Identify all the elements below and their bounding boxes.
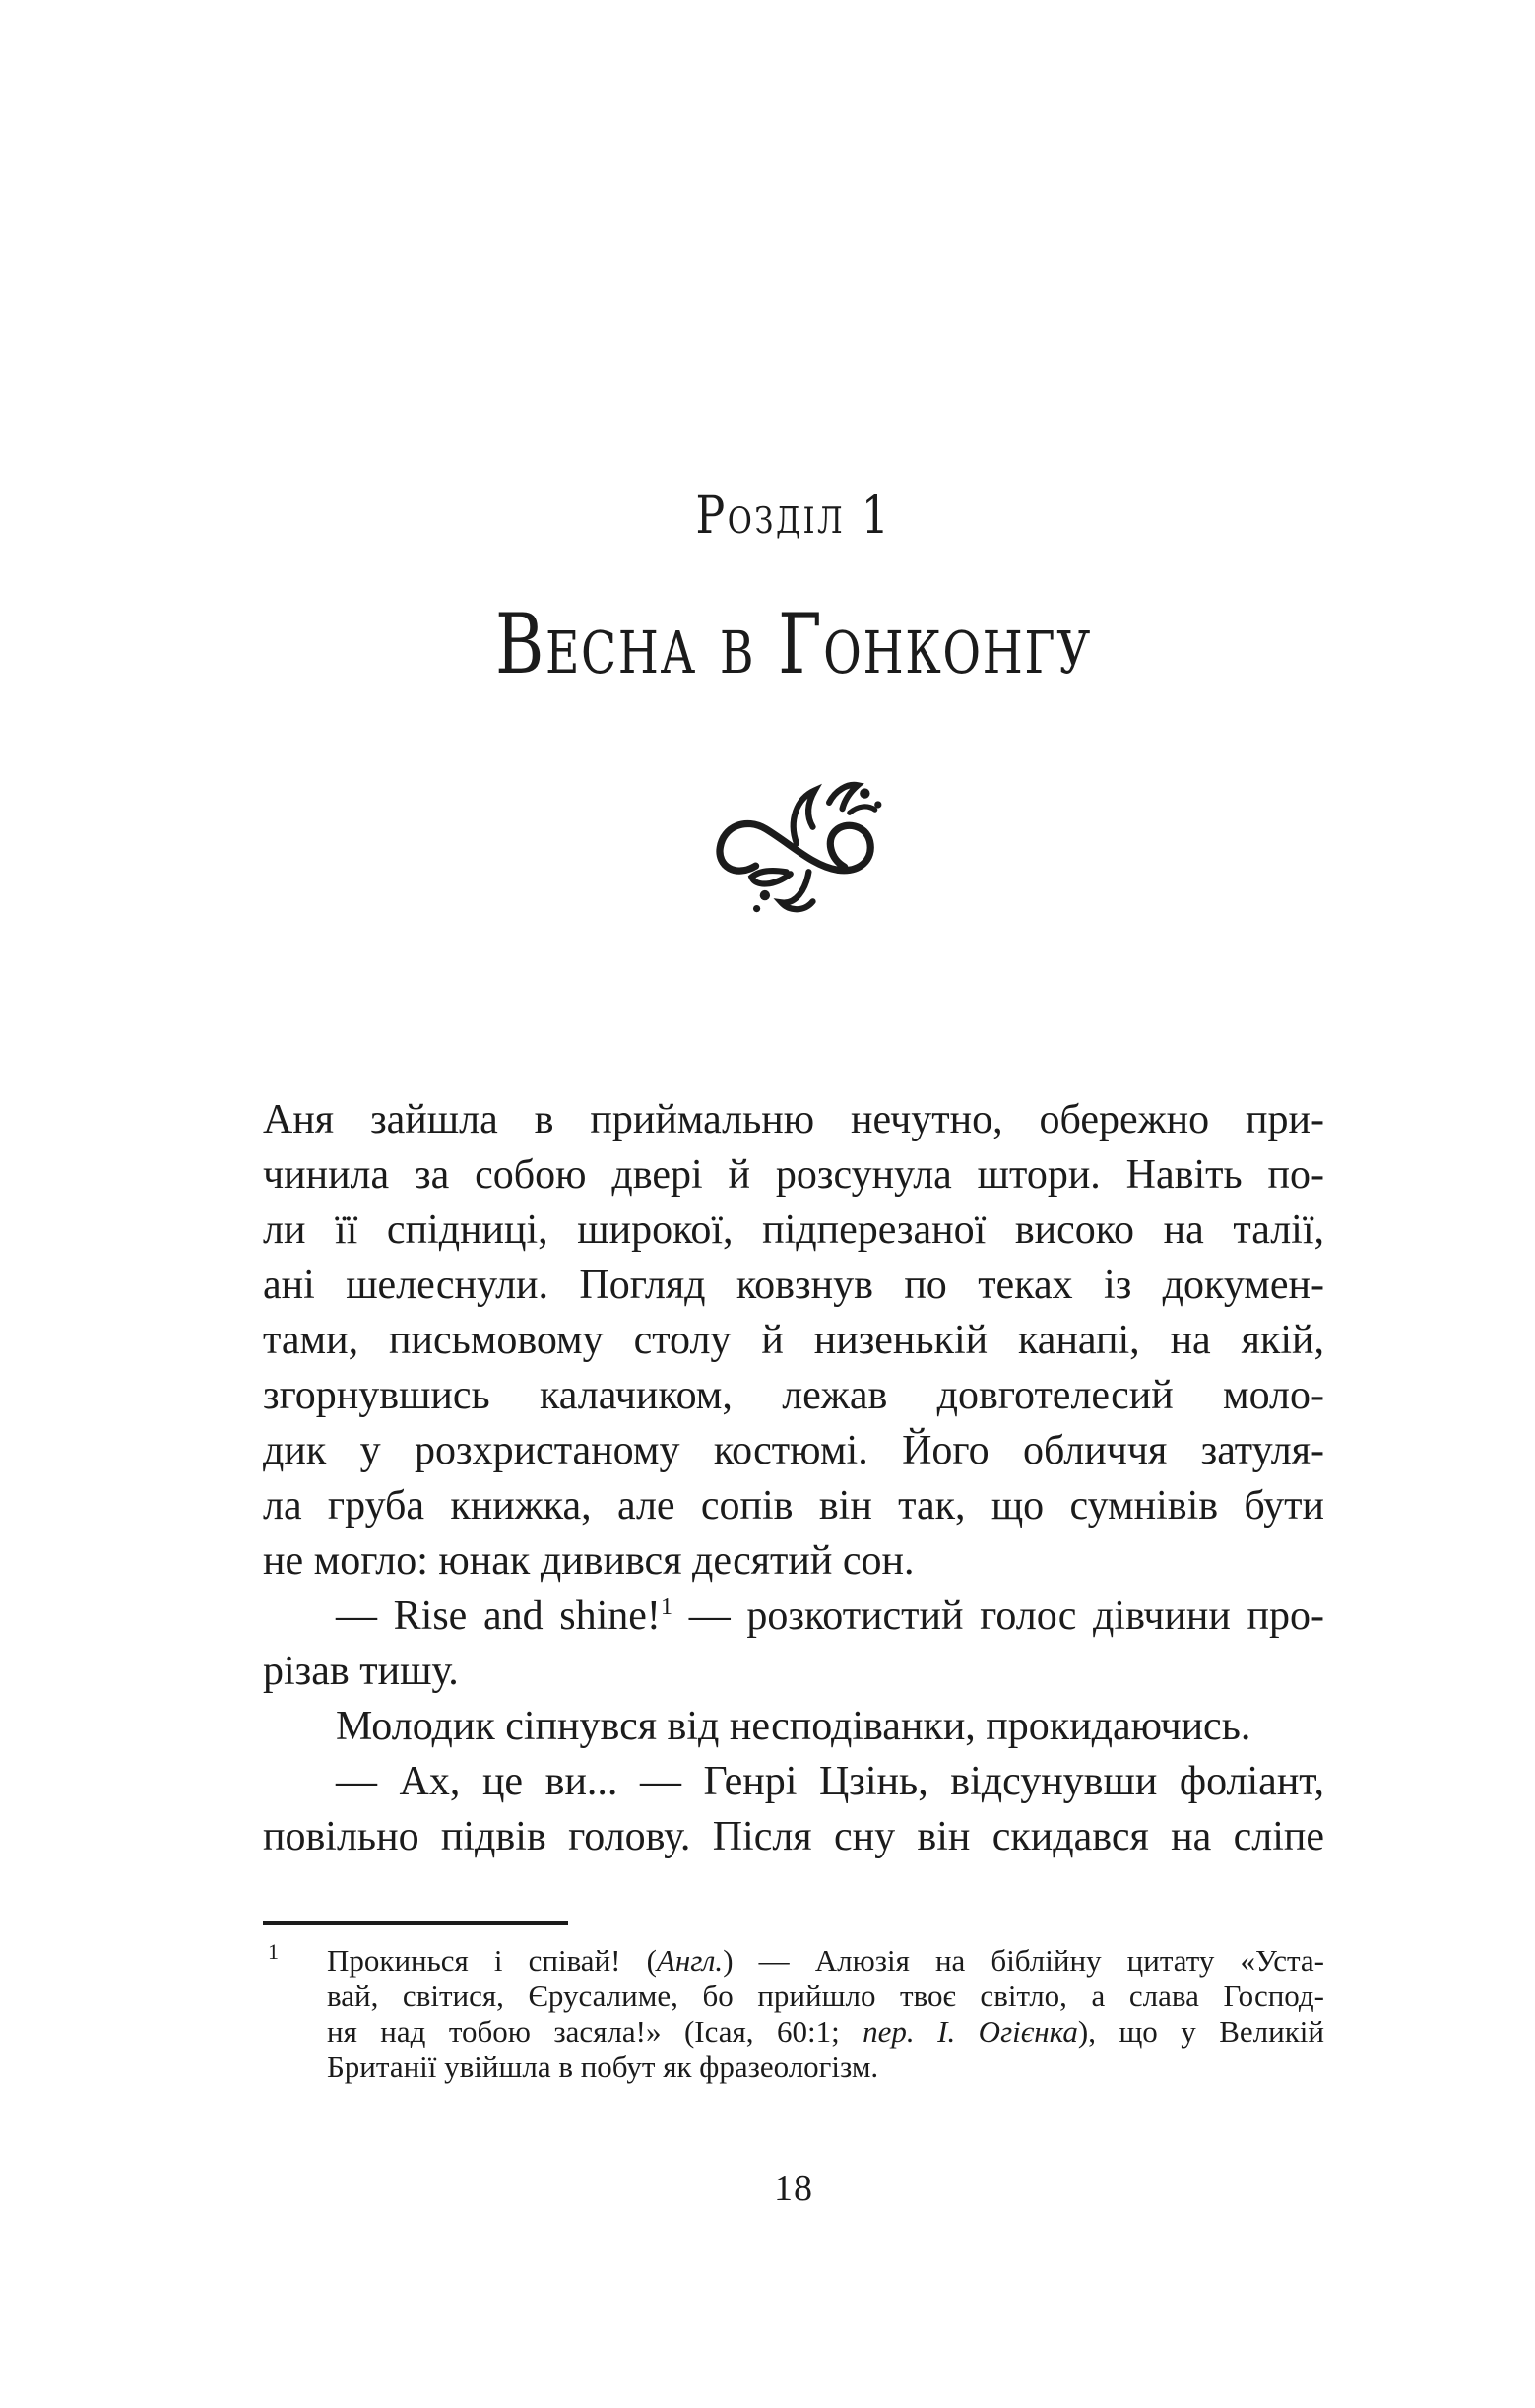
text-line: ли її спідниці, широкої, підперезаної високо на талії, [263, 1207, 1324, 1253]
paragraph [263, 1589, 1324, 1699]
footnote [263, 1939, 1324, 2085]
paragraph [263, 1092, 1324, 1589]
text-line: повільно підвів голову. Після сну він скидався на сліпе [263, 1814, 1324, 1859]
text-line: ла груба книжка, але сопів він так, що сумнівів бути [263, 1483, 1324, 1529]
text-line: тами, письмовому столу й низенькій канапі, на якій, [263, 1318, 1324, 1363]
body-text [263, 1092, 1324, 1864]
text-line: ані шелеснули. Погляд ковзнув по теках із докумен- [263, 1263, 1324, 1308]
chapter-heading: Розділ 1 [695, 487, 892, 546]
text-line: дик у розхристаному костюмі. Його обличчя затуля- [263, 1428, 1324, 1473]
text-line: різав тишу. [263, 1649, 459, 1694]
text-line: ня над тобою засяла!» (Ісая, 60:1; пер. І. Огієнка), що у Великій [327, 2014, 1324, 2049]
text-line: чинила за собою двері й розсунула штори. Навіть по- [263, 1152, 1324, 1198]
text-line: Молодик сіпнувся від несподіванки, прокидаючись. [336, 1704, 1251, 1749]
text-line: Аня зайшла в приймальню нечутно, обережно при- [263, 1097, 1324, 1142]
chapter-title: Весна в Гонконгу [495, 596, 1092, 692]
paragraph [263, 1699, 1324, 1754]
text-line: — Rise and shine!$^1$ — розкотистий голос дівчини про- [336, 1594, 1324, 1639]
text-line: не могло: юнак дивився десятий сон. [263, 1538, 915, 1584]
text-line: Прокинься і співай! (Англ.) — Алюзія на біблійну цитату «Уста- [327, 1943, 1324, 1978]
text-line: Британії увійшла в побут як фразеологізм. [327, 2050, 879, 2084]
footnote-separator [263, 1921, 568, 1925]
text-line: — Ах, це ви... — Генрі Цзінь, відсунувши фоліант, [336, 1759, 1324, 1804]
paragraph [263, 1754, 1324, 1864]
text-line: згорнувшись калачиком, лежав довготелесий моло- [263, 1373, 1324, 1418]
footnote-text [327, 1943, 1324, 2085]
flourish-ornament-icon [711, 780, 884, 918]
footnote-marker: 1 [268, 1939, 279, 1964]
page-number: 18 [774, 2168, 813, 2209]
text-line: вай, світися, Єрусалиме, бо прийшло твоє світло, а слава Господ- [327, 1979, 1324, 2013]
